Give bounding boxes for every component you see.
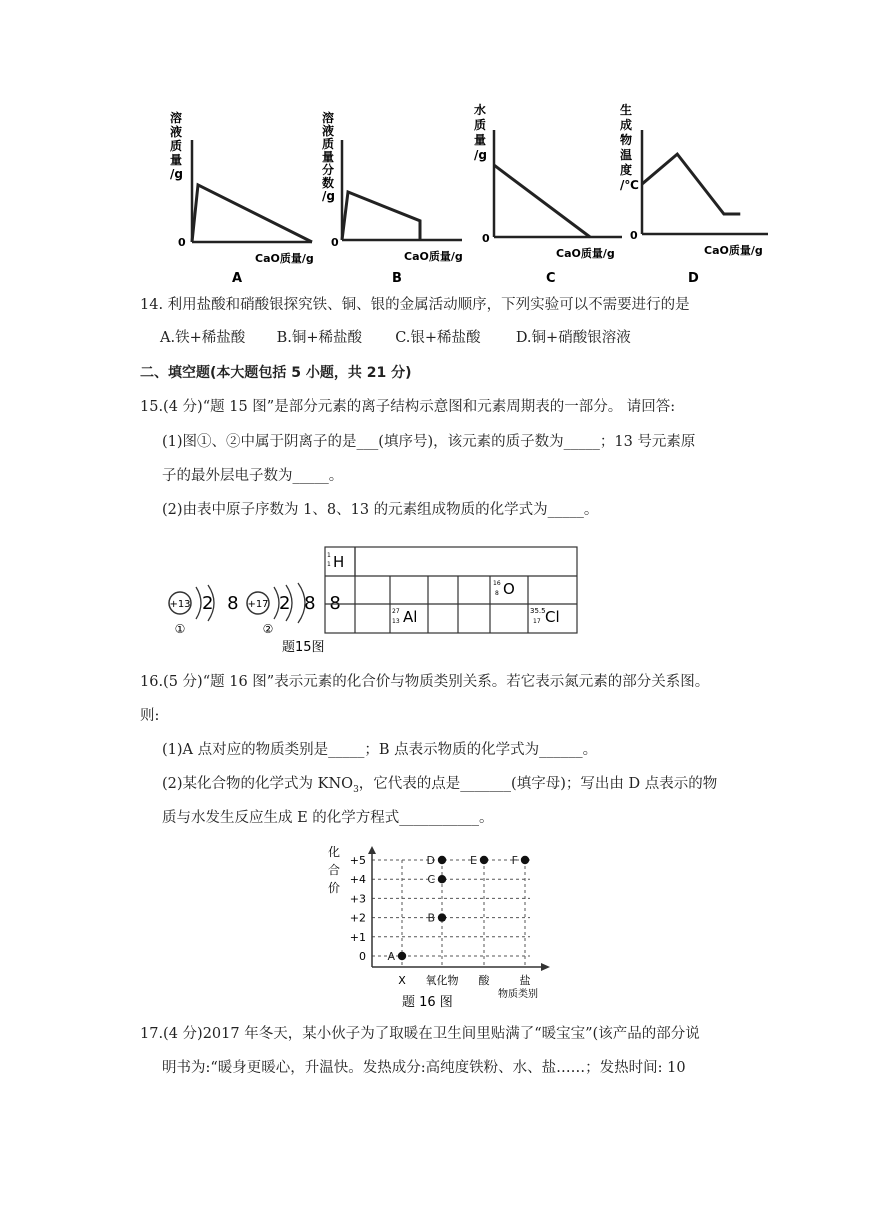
q14-option-d: D.铜+硝酸银溶液 [515,330,631,346]
graph-a-ylabel-char: 量 [170,153,183,167]
graph-b-ylabel-char: 量 [322,150,335,164]
svg-text:O: O [503,580,515,598]
q14-option-b: B.铜+稀盐酸 [276,330,363,346]
svg-text:1: 1 [327,552,331,559]
graph-b-ylabel-char: 溶 [322,111,335,125]
q16-stem-a: 16.(5 分)“题 16 图”表示元素的化合价与物质类别关系。若它表示氮元素的部分关系图。 [140,674,710,690]
graph-b [318,100,478,290]
figure-16-grid [372,860,530,967]
svg-text:27: 27 [392,608,400,615]
figure-16-point-e [480,856,488,864]
figure-16-point-d [438,856,446,864]
graph-b-ylabel-char: 液 [322,124,335,138]
figure-16-point-b [438,913,446,921]
figure-16-ylabel-char: 合 [328,863,341,877]
graph-b-curve [342,192,420,240]
figure-16-caption: 题 16 图 [402,995,453,1008]
q16-part2-a-pre: (2)某化合物的化学式为 KNO [162,776,354,792]
svg-text:35.5: 35.5 [530,607,546,615]
q15-stem: 15.(4 分)“题 15 图”是部分元素的离子结构示意图和元素周期表的一部分。 请回答: [140,399,676,415]
graph-d-ylabel-char: 生 [620,103,633,117]
q16-part2-a-post: ，它代表的点是_______(填字母)；写出由 D 点表示的物 [358,776,718,792]
q14-option-c: C.银+稀盐酸 [395,330,481,346]
q17-part2: 明书为:“暖身更暖心，升温快。发热成分:高纯度铁粉、水、盐……；发热时间: 10 [162,1060,686,1076]
figure-16 [320,842,560,1008]
graph-d-zero: 0 [630,229,638,242]
svg-text:H: H [333,553,345,571]
figure-15 [160,535,590,660]
graph-b-caption: B [392,271,402,286]
ion-2-shells: 2 8 8 [279,593,345,614]
svg-text:Cl: Cl [545,608,560,626]
section-heading: 二、填空题(本大题包括 5 小题，共 21 分) [140,365,412,381]
figure-16-point-label: A [387,950,395,963]
graph-d-ylabel-char: 温 [620,148,633,162]
svg-text:13: 13 [392,618,400,625]
q15-part1-a: (1)图①、②中属于阴离子的是___(填序号)，该元素的质子数为_____；13 号元素原 [162,434,696,450]
figure-16-point-label: E [470,854,477,867]
ion-2-mark: ② [262,622,274,636]
q15-part2: (2)由表中原子序数为 1、8、13 的元素组成物质的化学式为_____。 [162,502,599,518]
figure-16-xticks [398,973,530,987]
element-h [327,552,344,571]
graph-a [160,100,320,290]
element-o [493,580,515,598]
figure-16-xtick: 酸 [478,974,490,987]
graph-d-xlabel: CaO质量/g [704,244,763,257]
graph-b-ylabel-char: /g [322,189,335,203]
graph-b-ylabel-char: 分 [322,163,335,177]
q14-option-a: A.铁+稀盐酸 [160,330,246,346]
graph-d-ylabel-char: /℃ [620,178,639,192]
figure-16-point-a [398,952,406,960]
graph-d-ylabel-char: 成 [620,118,633,132]
ion-structure-2 [247,583,345,636]
figure-16-ytick: +1 [349,930,366,944]
graph-b-ylabel [322,110,335,203]
q16-part1: (1)A 点对应的物质类别是_____；B 点表示物质的化学式为______。 [162,742,598,758]
ion-2-nucleus: +17 [247,599,269,610]
figure-16-point-label: C [427,873,435,887]
graph-a-xlabel: CaO质量/g [255,252,314,265]
figure-16-xtitle: 物质类别 [498,989,538,1000]
figure-16-ylabel-char: 化 [328,845,341,859]
figure-16-point-label: F [511,854,518,867]
svg-text:16: 16 [493,580,501,587]
q16-part2-b: 质与水发生反应生成 E 的化学方程式___________。 [162,810,494,826]
figure-16-yticks [350,854,366,963]
q16-part2-a [162,774,717,800]
figure-16-ylabel-char: 价 [328,881,341,895]
graph-c-xlabel: CaO质量/g [556,247,615,260]
figure-16-ylabel [328,845,340,895]
svg-text:8: 8 [495,590,499,597]
figure-16-ytick: +5 [349,854,366,867]
element-al [392,608,417,626]
q16-stem-b: 则: [140,708,160,724]
q14-stem: 14. 利用盐酸和硝酸银探究铁、铜、银的金属活动顺序，下列实验可以不需要进行的是 [140,297,690,313]
figure-16-point-f [521,856,529,864]
q17-stem: 17.(4 分)2017 年冬天，某小伙子为了取暖在卫生间里贴满了“暖宝宝”(该产品的部分说 [140,1026,700,1042]
figure-16-point-label: D [426,854,435,867]
ion-structure-1 [169,585,243,636]
graph-d [618,100,778,290]
graph-b-ylabel-char: 数 [322,176,335,190]
graph-d-caption: D [688,271,699,286]
graph-a-zero: 0 [178,236,186,249]
graph-c-curve [494,165,590,237]
graph-c-caption: C [546,271,556,286]
graph-c-ylabel-char: 量 [474,133,487,147]
figure-16-xtick: 氧化物 [425,974,459,987]
graph-a-ylabel-char: /g [170,167,183,181]
figure-16-xtick: X [398,974,406,987]
graph-a-curve [192,185,312,242]
figure-16-ytick: +2 [349,911,366,925]
graph-d-ylabel-char: 物 [620,133,633,147]
graph-d-ylabel-char: 度 [620,163,633,177]
ion-1-nucleus: +13 [169,599,191,610]
graph-a-ylabel-char: 液 [170,125,183,139]
figure-16-point-c [438,875,446,883]
graph-a-ylabel-char: 质 [170,139,183,153]
graph-c-ylabel-char: 水 [474,103,487,117]
graph-b-ylabel-char: 质 [322,137,335,151]
figure-16-ytick: 0 [359,950,366,963]
figure-15-caption: 题15图 [282,640,325,655]
q16-part2-a-sub: 3 [353,784,359,795]
figure-16-xtick: 盐 [519,974,531,987]
svg-text:Al: Al [403,608,418,626]
graph-a-caption: A [232,271,243,286]
graph-b-zero: 0 [331,236,339,249]
element-cl [530,607,560,626]
figure-16-point-label: B [427,911,435,925]
ion-1-mark: ① [174,622,186,636]
graph-c-ylabel [474,102,487,162]
graph-c-zero: 0 [482,232,490,245]
q14-options [160,328,631,348]
figure-16-points [387,854,529,963]
figure-16-ytick: +4 [349,873,366,887]
graph-b-xlabel: CaO质量/g [404,250,463,263]
ion-1-shells: 2 8 [202,593,243,614]
figure-16-ytick: +3 [349,892,366,906]
graph-c [470,100,633,290]
svg-text:17: 17 [533,618,541,625]
graph-c-ylabel-char: 质 [474,118,487,132]
graph-c-ylabel-char: /g [474,148,487,162]
svg-text:1: 1 [327,561,331,568]
graph-d-ylabel [620,102,639,192]
q15-part1-b: 子的最外层电子数为_____。 [162,468,344,484]
graph-a-ylabel [170,110,183,181]
graph-a-ylabel-char: 溶 [170,111,183,125]
graph-d-curve [642,154,740,214]
